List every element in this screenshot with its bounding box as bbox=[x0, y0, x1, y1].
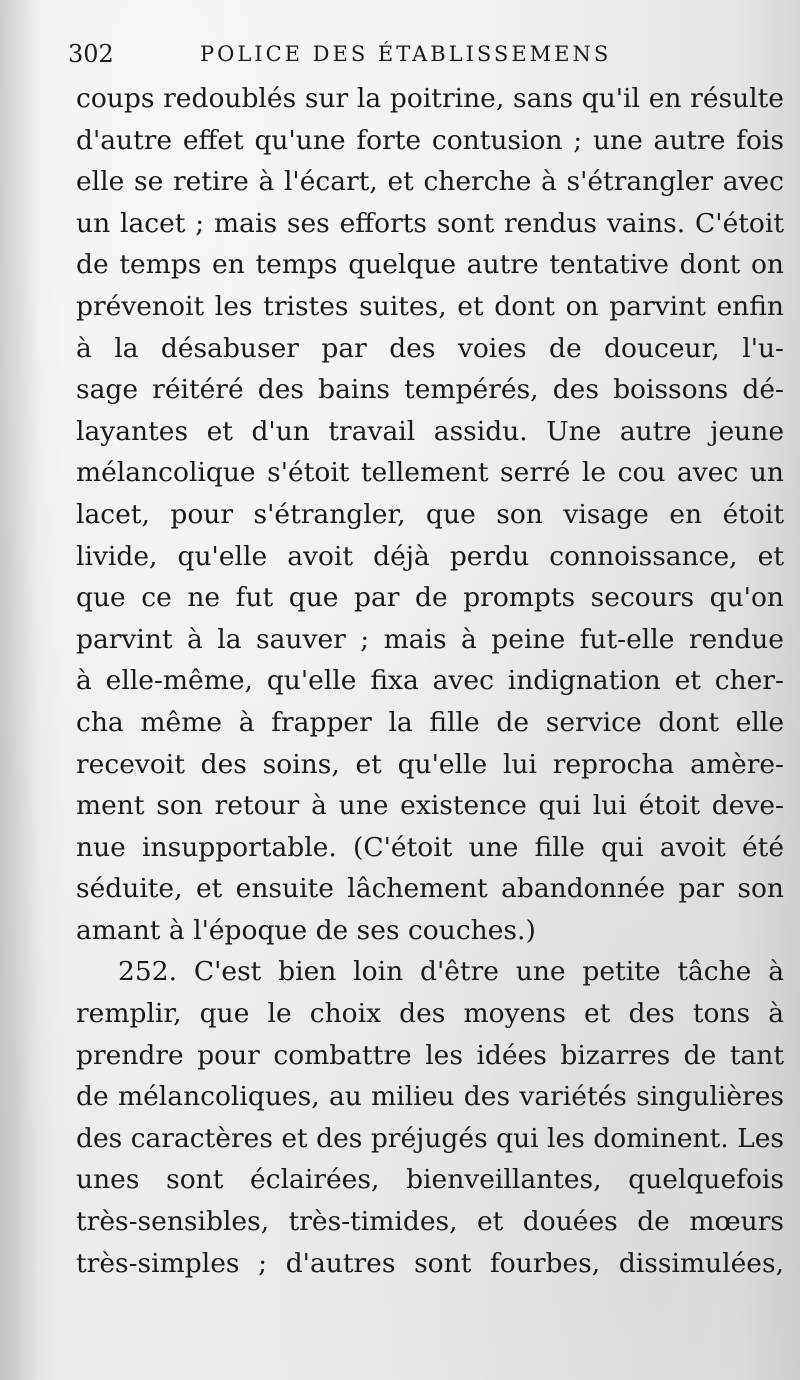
text-line: prendre pour combattre les idées bizarres de tant bbox=[76, 1039, 784, 1071]
text-line: à elle-même, qu'elle fixa avec indignation et cher- bbox=[76, 665, 784, 697]
text-line: très-simples ; d'autres sont fourbes, dissimulées, bbox=[76, 1247, 784, 1279]
text-line: à la désabuser par des voies de douceur, l'u- bbox=[76, 332, 784, 364]
text-line: livide, qu'elle avoit déjà perdu connoissance, et bbox=[76, 540, 784, 572]
text-line: très-sensibles, très-timides, et douées de mœurs bbox=[76, 1206, 784, 1238]
text-line: de temps en temps quelque autre tentative dont on bbox=[76, 249, 784, 281]
text-line: mélancolique s'étoit tellement serré le cou avec un bbox=[76, 457, 784, 489]
text-line: cha même à frapper la fille de service dont elle bbox=[76, 706, 784, 738]
paragraph-start-line: 252. C'est bien loin d'être une petite tâche à bbox=[118, 956, 784, 988]
text-line: nue insupportable. (C'étoit une fille qui avoit été bbox=[76, 831, 784, 863]
text-line: coups redoublés sur la poitrine, sans qu'il en résulte bbox=[76, 83, 784, 114]
text-line: unes sont éclairées, bienveillantes, quelquefois bbox=[76, 1164, 784, 1196]
text-line: layantes et d'un travail assidu. Une autre jeune bbox=[76, 415, 784, 447]
page-header bbox=[68, 34, 768, 74]
text-line: de mélancoliques, au milieu des variétés singulières bbox=[76, 1081, 784, 1113]
text-line: séduite, et ensuite lâchement abandonnée par son bbox=[76, 873, 784, 905]
text-line: lacet, pour s'étrangler, que son visage en étoit bbox=[76, 498, 784, 530]
text-line: sage réitéré des bains tempérés, des boissons dé- bbox=[76, 374, 784, 406]
text-line: un lacet ; mais ses efforts sont rendus vains. C'étoit bbox=[76, 207, 784, 239]
text-line: ment son retour à une existence qui lui étoit deve- bbox=[76, 790, 784, 822]
text-line: des caractères et des préjugés qui les dominent. Les bbox=[76, 1122, 784, 1154]
text-line: elle se retire à l'écart, et cherche à s'étrangler avec bbox=[76, 166, 784, 198]
body-text bbox=[76, 78, 784, 1284]
text-line: remplir, que le choix des moyens et des tons à bbox=[76, 998, 784, 1030]
paragraph-end-line: amant à l'époque de ses couches.) bbox=[76, 914, 536, 946]
text-line: parvint à la sauver ; mais à peine fut-elle rendue bbox=[76, 623, 784, 655]
text-line: recevoit des soins, et qu'elle lui reprocha amère- bbox=[76, 748, 784, 780]
text-line: prévenoit les tristes suites, et dont on parvint enfin bbox=[76, 290, 784, 322]
text-line: d'autre effet qu'une forte contusion ; une autre fois bbox=[76, 124, 784, 156]
text-line: que ce ne fut que par de prompts secours qu'on bbox=[76, 582, 784, 614]
page-number: 302 bbox=[68, 40, 114, 68]
running-head: POLICE DES ÉTABLISSEMENS bbox=[200, 42, 612, 66]
